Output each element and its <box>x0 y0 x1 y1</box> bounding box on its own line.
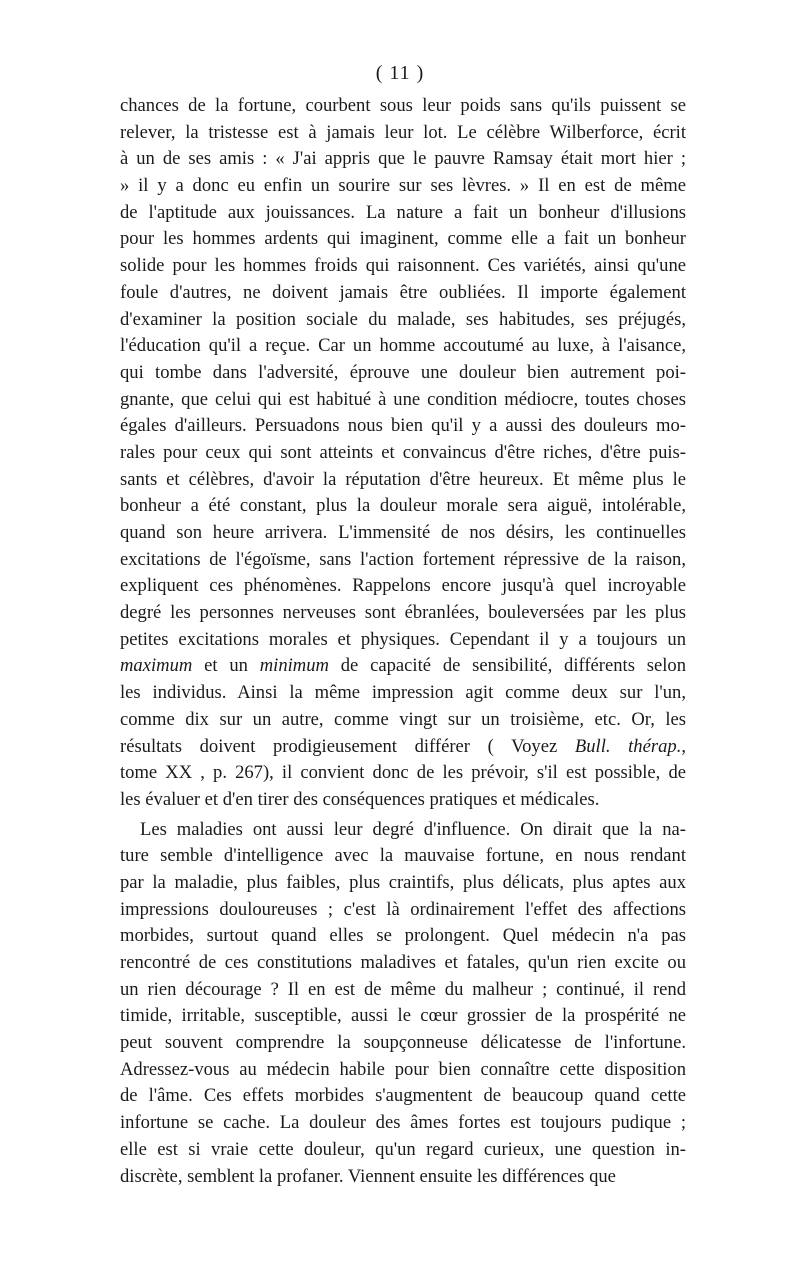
text-line <box>120 467 686 494</box>
text-line <box>120 1137 686 1164</box>
paragraph <box>120 817 686 1191</box>
text-line <box>120 734 686 761</box>
text-line <box>120 333 686 360</box>
text-line <box>120 493 686 520</box>
text-segment: gnante, que celui qui est habitué à une condition médiocre, toutes choses <box>120 388 686 410</box>
text-line <box>120 1110 686 1137</box>
text-segment: rencontré de ces constitutions maladives et fatales, qu'un rien excite ou <box>120 952 686 973</box>
text-segment: tome XX , p. 267), il convient donc de les prévoir, s'il est possible, de <box>120 762 686 784</box>
italic-text: minimum <box>259 655 329 677</box>
text-line <box>120 760 686 787</box>
text-segment: elle est si vraie cette douleur, qu'un regard curieux, une question in- <box>120 1138 686 1160</box>
text-line <box>120 440 686 467</box>
text-segment: de l'âme. Ces effets morbides s'augmentent de beaucoup quand cette <box>120 1085 686 1107</box>
text-segment: petites excitations morales et physiques. Cependant il y a toujours un <box>120 628 686 650</box>
text-segment: , <box>681 735 686 757</box>
text-segment: d'examiner la position sociale du malade, ses habitudes, ses préjugés, <box>120 308 686 330</box>
text-line <box>120 1003 686 1030</box>
text-segment: rales pour ceux qui sont atteints et convaincus d'être riches, d'être puis- <box>120 441 686 463</box>
page-number: ( 11 ) <box>375 62 425 84</box>
text-segment: foule d'autres, ne doivent jamais être oubliées. Il importe également <box>120 281 686 303</box>
text-segment: résultats doivent prodigieusement différer ( Voyez <box>120 735 575 757</box>
text-segment: l'éducation qu'il a reçue. Car un homme accoutumé au luxe, à l'aisance, <box>120 335 686 357</box>
text-line <box>120 923 686 950</box>
text-line <box>120 226 686 253</box>
text-line <box>120 146 686 173</box>
text-segment: infortune se cache. La douleur des âmes fortes est toujours pudique ; <box>120 1112 686 1134</box>
text-segment: Les maladies ont aussi leur degré d'influence. On dirait que la na- <box>140 818 686 840</box>
text-line <box>120 897 686 924</box>
text-segment: quand son heure arrivera. L'immensité de nos désirs, les continuelles <box>120 522 686 543</box>
text-segment: sants et célèbres, d'avoir la réputation d'être heureux. Et même plus le <box>120 468 686 490</box>
text-line <box>120 387 686 414</box>
text-line <box>120 413 686 440</box>
text-segment: relever, la tristesse est à jamais leur lot. Le célèbre Wilberforce, écrit <box>120 121 686 143</box>
text-segment: pour les hommes ardents qui imaginent, comme elle a fait un bonheur <box>120 228 686 250</box>
text-segment: les évaluer et d'en tirer des conséquences pratiques et médicales. <box>120 788 600 810</box>
text-segment: discrète, semblent la profaner. Viennent ensuite les différences que <box>120 1165 616 1187</box>
text-segment: impressions douloureuses ; c'est là ordinairement l'effet des affections <box>120 898 686 920</box>
text-segment: un rien décourage ? Il en est de même du malheur ; continué, il rend <box>120 978 686 1000</box>
text-line <box>120 573 686 600</box>
text-segment: les individus. Ainsi la même impression agit comme deux sur l'un, <box>120 682 686 704</box>
text-line <box>120 627 686 654</box>
text-line <box>120 817 686 844</box>
text-segment: Adressez-vous au médecin habile pour bien connaître cette disposition <box>120 1058 686 1080</box>
text-line <box>120 1083 686 1110</box>
text-line <box>120 93 686 120</box>
text-line <box>120 1030 686 1057</box>
text-segment: de capacité de sensibilité, différents selon <box>328 655 686 677</box>
text-segment: chances de la fortune, courbent sous leur poids sans qu'ils puissent se <box>120 95 686 116</box>
body-text <box>120 93 686 1190</box>
italic-text: Bull. thérap. <box>574 735 682 757</box>
text-segment: degré les personnes nerveuses sont ébranlées, bouleversées par les plus <box>120 602 686 624</box>
text-line <box>120 707 686 734</box>
text-line <box>120 600 686 627</box>
text-line <box>120 547 686 574</box>
text-line <box>120 173 686 200</box>
text-segment: expliquent ces phénomènes. Rappelons encore jusqu'à quel incroyable <box>120 575 686 597</box>
text-line <box>120 950 686 977</box>
text-line <box>120 787 686 814</box>
text-segment: excitations de l'égoïsme, sans l'action fortement répressive de la raison, <box>120 548 686 570</box>
text-line <box>120 253 686 280</box>
paragraph <box>120 93 686 814</box>
text-line <box>120 520 686 547</box>
text-line <box>120 120 686 147</box>
text-segment: égales d'ailleurs. Persuadons nous bien qu'il y a aussi des douleurs mo- <box>120 415 686 437</box>
text-line <box>120 653 686 680</box>
text-line <box>120 1164 686 1191</box>
text-segment: à un de ses amis : « J'ai appris que le pauvre Ramsay était mort hier ; <box>120 148 686 170</box>
italic-text: maximum <box>120 655 193 677</box>
text-segment: qui tombe dans l'adversité, éprouve une douleur bien autrement poi- <box>120 361 686 383</box>
text-segment: et un <box>192 655 260 677</box>
text-line <box>120 977 686 1004</box>
text-segment: par la maladie, plus faibles, plus craintifs, plus délicats, plus aptes aux <box>120 871 686 893</box>
text-segment: bonheur a été constant, plus la douleur morale sera aiguë, intolérable, <box>120 495 686 517</box>
text-line <box>120 280 686 307</box>
text-line <box>120 843 686 870</box>
text-line <box>120 360 686 387</box>
text-segment: comme dix sur un autre, comme vingt sur un troisième, etc. Or, les <box>120 708 686 730</box>
text-segment: » il y a donc eu enfin un sourire sur ses lèvres. » Il en est de même <box>120 175 686 197</box>
text-segment: morbides, surtout quand elles se prolongent. Quel médecin n'a pas <box>120 925 686 947</box>
text-segment: peut souvent comprendre la soupçonneuse délicatesse de l'infortune. <box>120 1032 686 1054</box>
text-segment: timide, irritable, susceptible, aussi le cœur grossier de la prospérité ne <box>120 1005 686 1027</box>
text-line <box>120 1057 686 1084</box>
text-segment: solide pour les hommes froids qui raisonnent. Ces variétés, ainsi qu'une <box>120 255 686 277</box>
text-line <box>120 307 686 334</box>
text-segment: de l'aptitude aux jouissances. La nature a fait un bonheur d'illusions <box>120 201 686 223</box>
text-line <box>120 200 686 227</box>
text-line <box>120 680 686 707</box>
text-segment: ture semble d'intelligence avec la mauvaise fortune, en nous rendant <box>120 845 686 867</box>
text-line <box>120 870 686 897</box>
